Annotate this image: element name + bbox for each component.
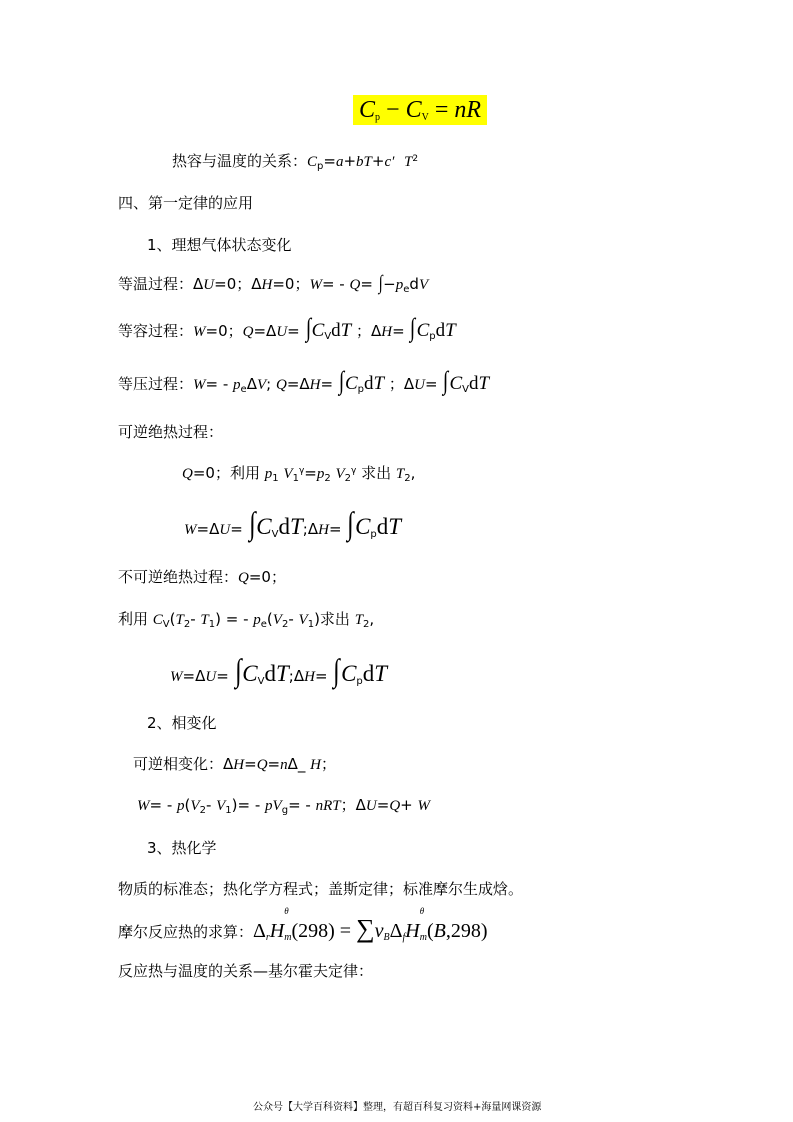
isothermal-label: 等温过程： (118, 275, 194, 293)
isobaric-label: 等压过程： (118, 375, 194, 393)
heat-capacity-label: 热容与温度的关系： (172, 152, 308, 170)
irrev-adiabatic-line: 不可逆绝热过程：Q=0； (118, 568, 286, 586)
rev-phase-line: 可逆相变化：ΔH=Q=nΔ_ H； (133, 755, 337, 773)
rev-phase-label: 可逆相变化： (133, 755, 224, 773)
isochoric-label: 等容过程： (118, 322, 194, 340)
rev-adiabatic-line2: $W=\Delta U= \int C_VdT;\Delta H= \int C_pdT$ (184, 505, 402, 541)
rev-adiabatic-line1: Q=0；利用 $p_1$ $V_1^\gamma=p_2$ $V_2^\gamma$ 求出 $T_2$, (182, 464, 416, 484)
irrev-adiabatic-line2: $W=\Delta U= \int C_VdT;\Delta H= \int C_pdT$ (170, 652, 388, 688)
section4-title: 四、第一定律的应用 (118, 194, 254, 212)
molar-heat-line: 摩尔反应热的求算：$\Delta_rH$ θ $_m(298) = \sum\nu_B\Delta_fH$ θ $_m$(B,298) (118, 906, 488, 943)
footer: 公众号【大学百科资料】整理，有超百科复习资料+海量网课资源 (253, 1102, 542, 1113)
heat-capacity-line: 热容与温度的关系：$C_p=a+bT+c'$ $T^2$ (172, 152, 419, 172)
molar-heat-label: 摩尔反应热的求算： (118, 923, 254, 941)
irrev-adiabatic-label: 不可逆绝热过程： (118, 568, 239, 586)
formula-top: $C_p - C_V$ = nR (353, 95, 487, 124)
rev-adiabatic-label: 可逆绝热过程： (118, 423, 224, 441)
isochoric-line: 等容过程：W=0；$Q=\Delta U= \int C_VdT$ ；$\Delta H= \int C_pdT$ (118, 313, 456, 342)
kirchhoff-line: 反应热与温度的关系—基尔霍夫定律： (118, 962, 374, 980)
sub1-title: 1、理想气体状态变化 (147, 236, 292, 254)
sub3-title: 3、热化学 (147, 839, 217, 857)
isothermal-line: 等温过程：ΔU=0；ΔH=0；$W= - Q= \int-p_edV$ (118, 272, 429, 295)
thermochem-items: 物质的标准态；热化学方程式；盖斯定律；标准摩尔生成焓。 (118, 880, 524, 898)
irrev-adiabatic-line1: 利用 $C_V(T_2-$ $T_1$) = - $p_e(V_2-$ $V_1$)求出 $T_2$, (118, 610, 375, 630)
sub2-title: 2、相变化 (147, 714, 217, 732)
work-line: $W= - p(V_2-$ $V_1)= - pV_g=$ - nRT；ΔU=Q+ W (137, 796, 430, 816)
isobaric-line: 等压过程：$W= - p_e\Delta V$; $Q=\Delta H= \int C_pdT$ ；$\Delta U= \int C_VdT$ (118, 366, 490, 395)
